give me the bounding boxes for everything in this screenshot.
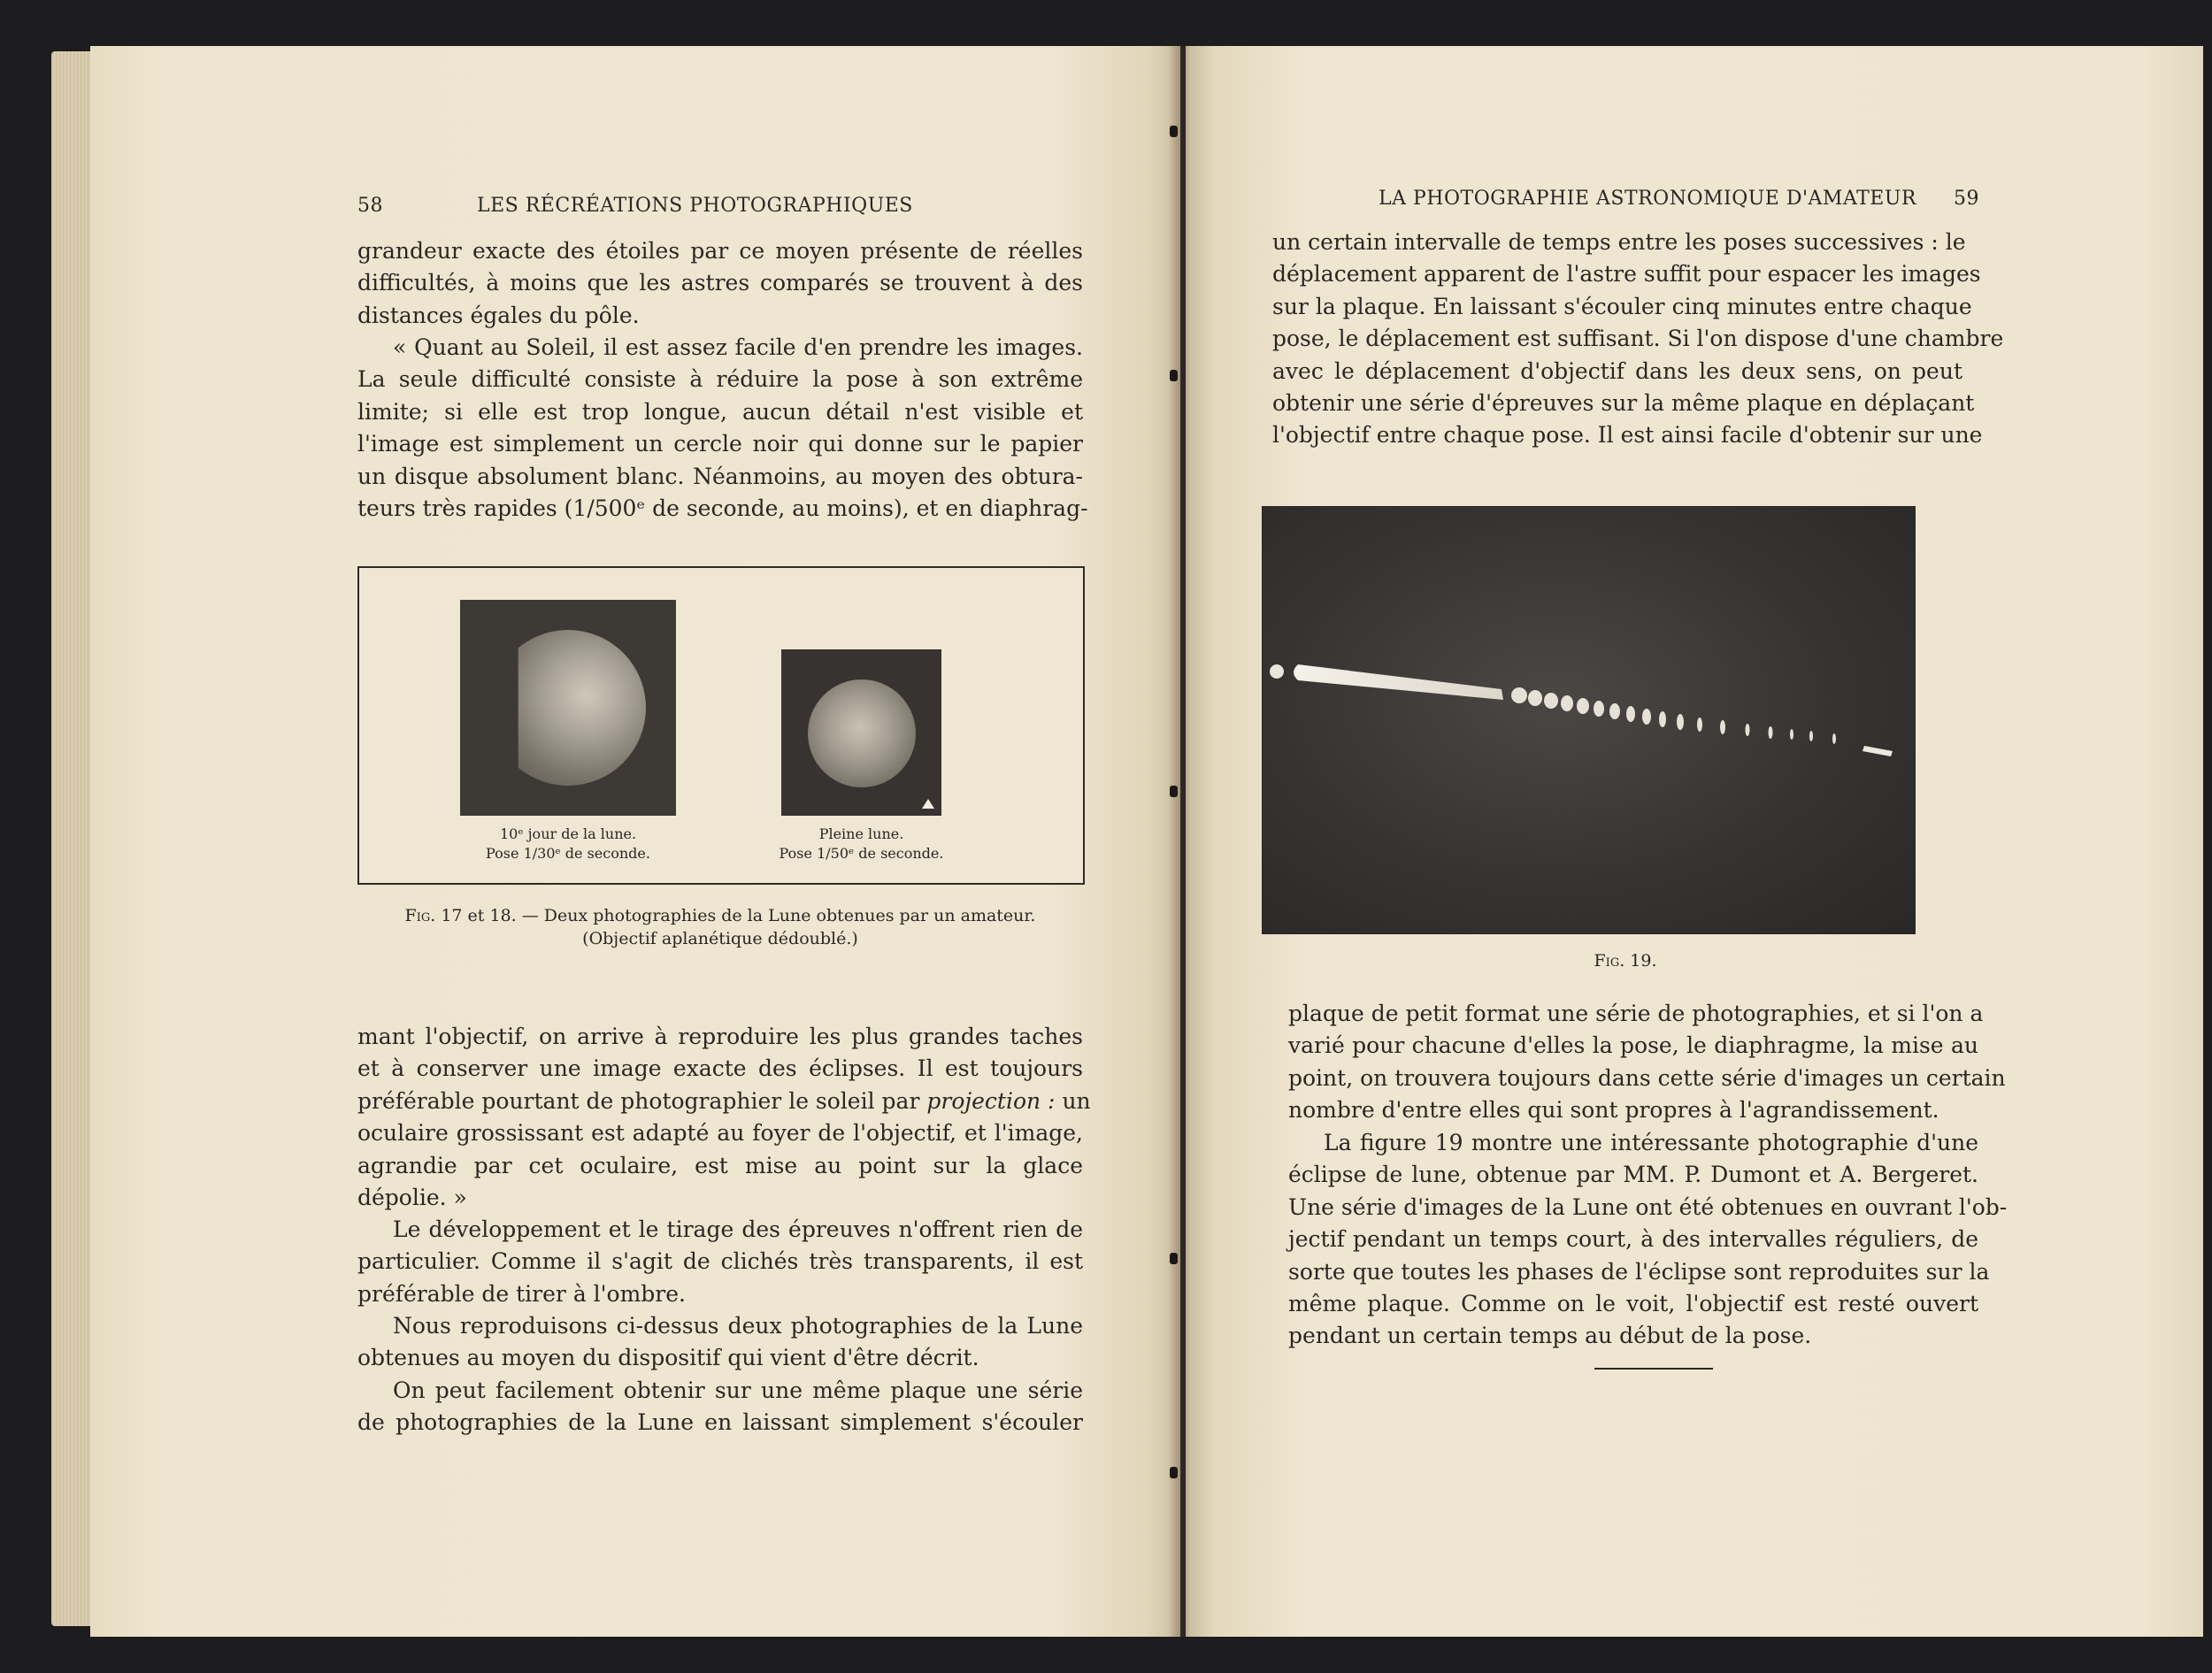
left-para-3 [357, 1021, 1091, 1214]
section-end-rule [1594, 1368, 1713, 1370]
text-line: un certain intervalle de temps entre les poses successives : le [1272, 229, 1966, 255]
text-line: sur la plaque. En laissant s'écouler cinq minutes entre chaque [1272, 293, 1972, 319]
binding-stitch [1170, 786, 1178, 797]
eclipse-photograph [1262, 506, 1916, 934]
right-para-3 [1288, 1127, 2008, 1353]
text-line: « Quant au Soleil, il est assez facile d'en prendre les images. [393, 334, 1083, 360]
text-line: Le développement et le tirage des épreuves n'offrent rien de [393, 1216, 1083, 1242]
caption-line: 10ᵉ jour de la lune. [499, 825, 637, 842]
caption-line: Pose 1/30ᵉ de seconde. [486, 845, 650, 862]
text-line: limite; si elle est trop longue, aucun détail n'est visible et [357, 398, 1083, 425]
text-line: mant l'objectif, on arrive à reproduire les plus grandes taches [357, 1024, 1083, 1049]
left-para-5 [357, 1310, 1083, 1375]
text-line: Une série d'images de la Lune ont été obtenues en ouvrant l'ob- [1288, 1193, 2008, 1220]
binding-stitch [1170, 1467, 1178, 1478]
moon-start-dot [1270, 664, 1284, 679]
text-line: sorte que toutes les phases de l'éclipse sont reproduites sur la [1288, 1258, 1990, 1285]
italic-term: projection : [926, 1087, 1056, 1114]
text-line: de photographies de la Lune en laissant simplement s'écouler [357, 1409, 1083, 1436]
text-line: agrandie par cet oculaire, est mise au point sur la glace [357, 1152, 1083, 1178]
figure-label: Fig. 19. [1594, 951, 1657, 971]
text-line: varié pour chacune d'elles la pose, le diaphragme, la mise au [1288, 1032, 1978, 1059]
full-moon-image [808, 679, 916, 787]
text-line: grandeur exacte des étoiles par ce moyen présente de réelles [357, 238, 1083, 264]
left-para-4 [357, 1214, 1083, 1310]
left-para-6 [357, 1375, 1083, 1439]
right-plate-caption [764, 825, 959, 863]
text-line: obtenir une série d'épreuves sur la même plaque en déplaçant [1272, 390, 1975, 417]
text-line: distances égales du pôle. [357, 302, 640, 328]
text-line: même plaque. Comme on le voit, l'objectif est resté ouvert [1288, 1291, 1978, 1317]
triangle-marker-icon [922, 799, 934, 809]
caption-line: Pleine lune. [818, 825, 904, 842]
right-running-head: LA PHOTOGRAPHIE ASTRONOMIQUE D'AMATEUR [1379, 188, 1916, 210]
text-line: éclipse de lune, obtenue par MM. P. Dumont et A. Bergeret. [1288, 1162, 1978, 1188]
text-line: Nous reproduisons ci-dessus deux photographies de la Lune [393, 1313, 1083, 1339]
text-line: La seule difficulté consiste à réduire la pose à son extrême [357, 366, 1083, 393]
right-para-1 [1272, 226, 2004, 452]
text-line: oculaire grossissant est adapté au foyer de l'objectif, et l'image, [357, 1120, 1083, 1147]
text-line: particulier. Comme il s'agit de clichés très transparents, il est [357, 1248, 1083, 1275]
moon-plate-left [460, 600, 676, 816]
figure-19-label [1524, 949, 1727, 972]
text-line: nombre d'entre elles qui sont propres à l'agrandissement. [1288, 1097, 1939, 1124]
text-line: plaque de petit format une série de photographies, et si l'on a [1288, 1001, 1984, 1026]
text-line: un disque absolument blanc. Néanmoins, au moyen des obtura- [357, 463, 1083, 489]
text-segment: un [1062, 1087, 1091, 1114]
left-running-head: LES RÉCRÉATIONS PHOTOGRAPHIQUES [477, 195, 913, 217]
caption-line: Pose 1/50ᵉ de seconde. [779, 845, 944, 862]
text-line: difficultés, à moins que les astres comparés se trouvent à des [357, 270, 1083, 296]
figure-17-18 [357, 566, 1085, 885]
text-line: point, on trouvera toujours dans cette série d'images un certain [1288, 1064, 2006, 1091]
moon-plate-right [781, 649, 941, 816]
moon-crescent-image [490, 630, 646, 786]
right-para-2 [1288, 998, 2006, 1127]
book-gutter [1168, 46, 1191, 1637]
text-line: jectif pendant un temps court, à des intervalles réguliers, de [1288, 1226, 1978, 1253]
caption-line: 17 et 18. — Deux photographies de la Lune obtenues par un amateur. [441, 906, 1036, 925]
text-line: pose, le déplacement est suffisant. Si l'on dispose d'une chambre [1272, 326, 2004, 352]
binding-stitch [1170, 1253, 1178, 1264]
figure-label: Fig. [404, 906, 436, 925]
text-line: pendant un certain temps au début de la pose. [1288, 1323, 1812, 1349]
figure-17-18-caption [357, 904, 1083, 950]
text-line: La figure 19 montre une intéressante photographie d'une [1324, 1130, 1978, 1155]
caption-line: (Objectif aplanétique dédoublé.) [582, 929, 858, 948]
left-page-number: 58 [357, 195, 383, 217]
text-line: teurs très rapides (1/500ᵉ de seconde, au moins), et en diaphrag- [357, 495, 1088, 522]
left-plate-caption [460, 825, 676, 863]
eclipse-trail-image [1263, 507, 1915, 933]
moon-end-trail [1863, 746, 1893, 756]
text-segment: préférable pourtant de photographier le soleil par [357, 1087, 920, 1114]
binding-stitch [1170, 126, 1178, 137]
moon-trail [1294, 664, 1503, 700]
text-line: l'objectif entre chaque pose. Il est ainsi facile d'obtenir sur une [1272, 422, 1983, 449]
left-para-2 [357, 332, 1088, 525]
text-line: déplacement apparent de l'astre suffit pour espacer les images [1272, 261, 1981, 288]
right-page-number: 59 [1954, 188, 1979, 210]
text-line: On peut facilement obtenir sur une même plaque une série [393, 1378, 1083, 1403]
text-line-with-italic [357, 1086, 1091, 1117]
text-line: avec le déplacement d'objectif dans les deux sens, on peut [1272, 357, 1962, 384]
text-line: dépolie. » [357, 1185, 467, 1211]
binding-stitch [1170, 370, 1178, 381]
text-line: l'image est simplement un cercle noir qui donne sur le papier [357, 431, 1083, 457]
eclipse-phases [1511, 687, 1836, 744]
text-line: et à conserver une image exacte des éclipses. Il est toujours [357, 1055, 1083, 1082]
text-line: obtenues au moyen du dispositif qui vient d'être décrit. [357, 1345, 979, 1371]
left-para-1 [357, 235, 1083, 332]
left-page [90, 46, 1180, 1637]
text-line: préférable de tirer à l'ombre. [357, 1280, 686, 1307]
